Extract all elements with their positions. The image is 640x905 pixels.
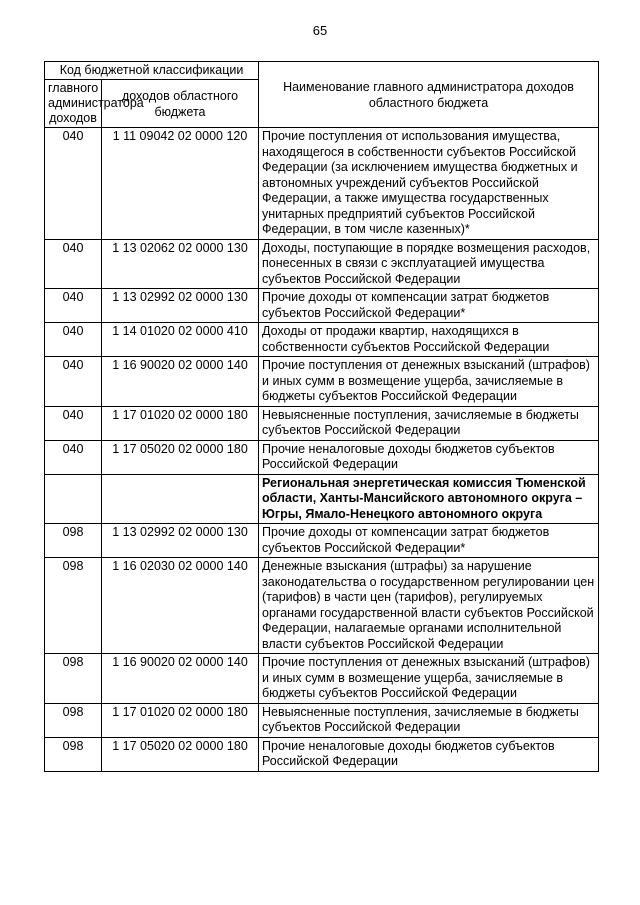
page-number: 65 (312, 23, 328, 38)
income-code-cell: 1 13 02992 02 0000 130 (102, 289, 259, 323)
table-row (45, 239, 599, 289)
admin-code-cell: 040 (45, 323, 102, 357)
table-row (45, 289, 599, 323)
income-name-cell: Денежные взыскания (штрафы) за нарушение законодательства о государственном регулировании цен (тарифов) в части цен (тарифов), регулируемых органами государственной власти субъектов Российской Федерации, налагаемые органами исполнительной власти субъектов Российской Федерации (259, 558, 599, 654)
table-header-row (45, 62, 599, 80)
income-code-cell: 1 16 90020 02 0000 140 (102, 357, 259, 407)
header-classification-code: Код бюджетной классификации (45, 62, 259, 80)
income-name-cell: Прочие поступления от использования имущества, находящегося в собственности субъектов Российской Федерации (за исключением имущества бюджетных и автономных учреждений субъектов Российской Федерации, а также имущества государственных унитарных предприятий субъектов Российской Федерации, в том числе казенных)* (259, 128, 599, 240)
table-row (45, 128, 599, 240)
header-administrator-name: Наименование главного администратора доходов областного бюджета (259, 62, 599, 128)
table-row (45, 737, 599, 771)
admin-code-cell: 040 (45, 357, 102, 407)
table-row (45, 654, 599, 704)
admin-code-cell: 040 (45, 239, 102, 289)
admin-code-cell: 098 (45, 524, 102, 558)
budget-classification-table (44, 61, 599, 772)
income-code-cell: 1 14 01020 02 0000 410 (102, 323, 259, 357)
table-row (45, 440, 599, 474)
table-row (45, 524, 599, 558)
table-row (45, 357, 599, 407)
admin-code-cell: 040 (45, 406, 102, 440)
income-name-cell: Прочие поступления от денежных взысканий (штрафов) и иных сумм в возмещение ущерба, зачисляемые в бюджеты субъектов Российской Федерации (259, 357, 599, 407)
table-body (45, 128, 599, 772)
income-name-cell: Прочие доходы от компенсации затрат бюджетов субъектов Российской Федерации* (259, 289, 599, 323)
income-code-cell: 1 17 05020 02 0000 180 (102, 737, 259, 771)
income-code-cell: 1 13 02062 02 0000 130 (102, 239, 259, 289)
income-code-cell: 1 17 05020 02 0000 180 (102, 440, 259, 474)
admin-code-cell: 098 (45, 703, 102, 737)
table-row (45, 323, 599, 357)
admin-code-cell (45, 474, 102, 524)
income-code-cell: 1 17 01020 02 0000 180 (102, 703, 259, 737)
table-group-row (45, 474, 599, 524)
income-name-cell: Доходы от продажи квартир, находящихся в собственности субъектов Российской Федерации (259, 323, 599, 357)
income-name-cell: Невыясненные поступления, зачисляемые в бюджеты субъектов Российской Федерации (259, 406, 599, 440)
income-code-cell: 1 16 02030 02 0000 140 (102, 558, 259, 654)
income-code-cell: 1 17 01020 02 0000 180 (102, 406, 259, 440)
income-name-cell: Прочие неналоговые доходы бюджетов субъектов Российской Федерации (259, 737, 599, 771)
income-name-cell: Прочие доходы от компенсации затрат бюджетов субъектов Российской Федерации* (259, 524, 599, 558)
income-name-cell: Невыясненные поступления, зачисляемые в бюджеты субъектов Российской Федерации (259, 703, 599, 737)
income-code-cell: 1 13 02992 02 0000 130 (102, 524, 259, 558)
admin-code-cell: 098 (45, 737, 102, 771)
header-income-code: доходов областного бюджета (102, 80, 259, 128)
table-row (45, 703, 599, 737)
income-name-cell: Доходы, поступающие в порядке возмещения расходов, понесенных в связи с эксплуатацией имущества субъектов Российской Федерации (259, 239, 599, 289)
income-code-cell (102, 474, 259, 524)
income-name-cell: Прочие поступления от денежных взысканий (штрафов) и иных сумм в возмещение ущерба, зачисляемые в бюджеты субъектов Российской Федерации (259, 654, 599, 704)
income-code-cell: 1 16 90020 02 0000 140 (102, 654, 259, 704)
admin-code-cell: 098 (45, 558, 102, 654)
header-admin-code: главного администратора доходов (45, 80, 102, 128)
admin-code-cell: 098 (45, 654, 102, 704)
table-row (45, 406, 599, 440)
income-name-cell: Прочие неналоговые доходы бюджетов субъектов Российской Федерации (259, 440, 599, 474)
table-row (45, 558, 599, 654)
admin-code-cell: 040 (45, 128, 102, 240)
admin-code-cell: 040 (45, 289, 102, 323)
admin-code-cell: 040 (45, 440, 102, 474)
income-code-cell: 1 11 09042 02 0000 120 (102, 128, 259, 240)
income-name-cell: Региональная энергетическая комиссия Тюменской области, Ханты-Мансийского автономного округа – Югры, Ямало-Ненецкого автономного округа (259, 474, 599, 524)
